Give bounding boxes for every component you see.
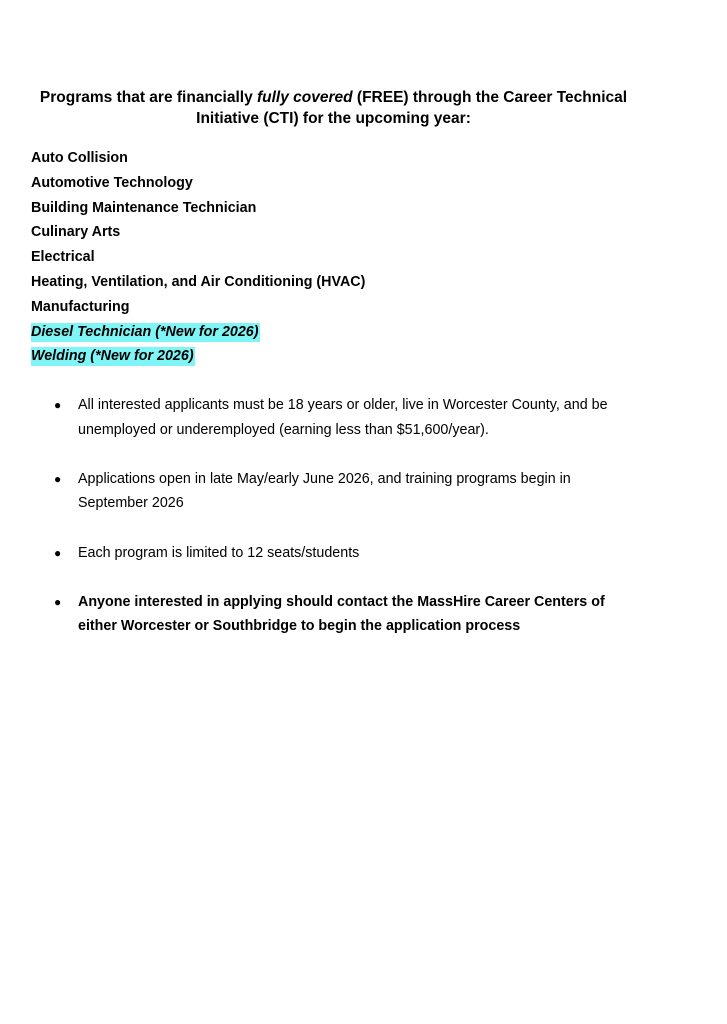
requirement-text: All interested applicants must be 18 years or older, live in Worcester County, and be unemployed or underemployed (earning less than $51,600/year). [78,397,608,438]
program-item [31,196,365,221]
requirements-list [50,393,630,664]
program-item [31,245,365,270]
title-text-part1: Programs that are financially [39,89,257,106]
program-label-highlighted: Diesel Technician (*New for 2026) [31,323,259,340]
requirement-text: Each program is limited to 12 seats/students [78,544,360,561]
program-item [31,171,365,196]
program-label: Manufacturing [31,298,130,315]
requirement-item-contact [50,590,630,639]
program-label: Culinary Arts [31,224,121,241]
program-item-new [31,320,365,345]
program-label: Auto Collision [31,150,128,166]
program-label: Heating, Ventilation, and Air Conditioning (HVAC) [31,273,366,290]
requirement-item [50,393,630,442]
requirement-item [50,541,630,566]
bullet-icon: ● [54,594,62,609]
bullet-icon: ● [54,471,62,486]
title-text-part2: (FREE) through the Career Technical Initiative (CTI) for the upcoming year: [196,89,628,127]
program-label-highlighted: Welding (*New for 2026) [31,348,194,365]
requirement-item [50,467,630,516]
requirement-text: Anyone interested in applying should contact the MassHire Career Centers of either Worcester or Southbridge to begin the application process [78,593,605,635]
bullet-icon: ● [54,545,62,560]
program-item-new [31,344,365,369]
page-title [30,87,637,129]
program-label: Automotive Technology [31,174,193,191]
title-emphasis: fully covered [257,89,353,106]
bullet-icon: ● [54,398,62,412]
program-label: Building Maintenance Technician [31,199,257,216]
program-item [31,146,365,171]
program-item [31,220,365,245]
program-item [31,270,365,295]
program-item [31,295,365,320]
requirement-text: Applications open in late May/early June 2026, and training programs begin in September 2026 [78,470,571,512]
program-label: Electrical [31,249,95,266]
program-list [31,146,365,369]
